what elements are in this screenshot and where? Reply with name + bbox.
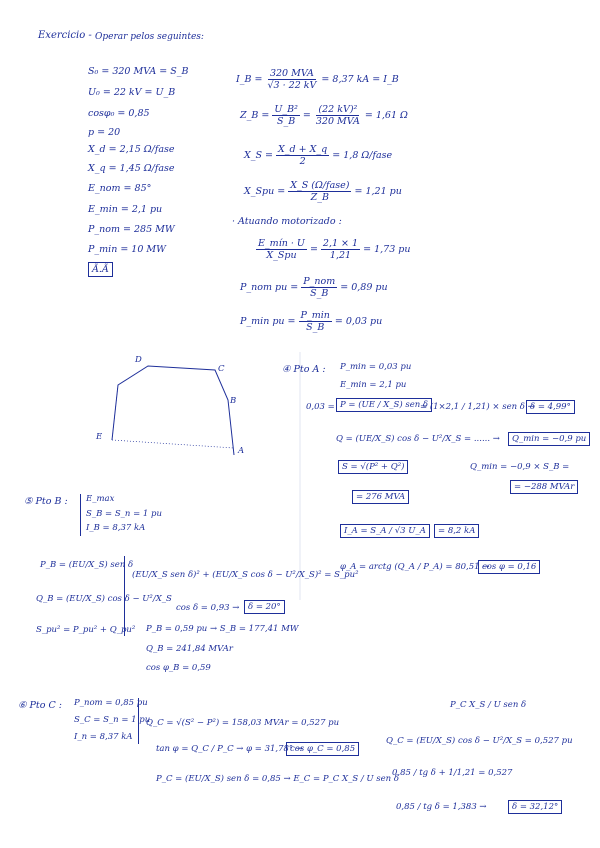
diagram-label-e: E [96,432,103,442]
given-p: p = 20 [88,127,121,138]
emin-den: X_Spu [266,250,297,261]
pto-b-system-brace [124,556,125,636]
pto-b-delta-result: δ = 20° [244,600,285,614]
pto-b-p-eq: P_B = (EU/X_S) sen δ [40,560,134,570]
pto-b-pb: P_B = 0,59 pu → S_B = 177,41 MW [146,624,299,634]
pto-c-side-1: Q_C = (EU/X_S) cos δ − U²/X_S = 0,527 pu [386,736,573,746]
given-xq: X_q = 1,45 Ω/fase [88,163,175,174]
given-xd: X_d = 2,15 Ω/fase [88,144,175,155]
pto-b-s-eq: S_pu² = P_pu² + Q_pu² [36,625,136,635]
zb-rhs: = 1,61 Ω [364,110,408,121]
pto-b-q-eq: Q_B = (EU/X_S) cos δ − U²/X_S [36,594,172,604]
pto-a-cosphi-result: cos φ = 0,16 [478,560,540,574]
pto-a-line-1: P_min = 0,03 pu [340,362,412,372]
pnom-den: S_B [310,288,329,299]
pto-b-line-3: I_B = 8,37 kA [86,523,146,533]
diagram-label-d: D [135,355,142,365]
pto-a-eq1-lhs: 0,03 = [306,402,335,412]
motor-label: · Atuando motorizado : [232,216,342,227]
pto-a-s-result: = 276 MVA [352,490,409,504]
pto-b-qb: Q_B = 241,84 MVAr [146,644,233,654]
pto-c-line-2: S_C = S_n = 1 pu [74,715,151,725]
pto-b-system-eq: (EU/X_S sen δ)² + (EU/X_S cos δ − U²/X_S)² = S_pu² [132,570,359,580]
emin-mid-den: 1,21 [329,250,352,261]
pto-a-eq5: I_A = S_A / √3 U_A [340,524,430,538]
pto-c-pc: P_C = (EU/X_S) sen δ = 0,85 → E_C = P_C X_S / U sen δ [156,774,399,784]
pmin-rhs: = 0,03 pu [334,316,383,327]
diagram-label-a: A [238,446,245,456]
pto-c-line-3: I_n = 8,37 kA [74,732,133,742]
zb-lhs: Z_B = [240,110,270,121]
pto-b-label: ⑤ Pto B : [24,496,68,507]
zb-mid-den: 320 MVA [315,116,360,127]
pto-a-eq1-box: P = (UE / X_S) sen δ [336,398,432,412]
given-u0: U₀ = 22 kV = U_B [88,87,176,98]
pto-a-qmin-mvar: = −288 MVAr [510,480,578,494]
diagram-label-b: B [230,396,237,406]
pto-a-eq2: Q = (UE/X_S) cos δ − U²/X_S = ...... → [336,434,500,444]
exercise-subtitle: Operar pelos seguintes: [95,32,204,42]
xs-rhs: = 1,8 Ω/fase [332,150,393,161]
pto-b-cos-line: cos δ = 0,93 → [176,603,240,613]
pto-b-brace [80,494,81,536]
pto-c-line-1: P_nom = 0,85 pu [74,698,148,708]
xs-lhs: X_S = [244,150,274,161]
xspu-lhs: X_Spu = [244,186,286,197]
zb-mid-num: (22 kV)² [318,104,358,115]
pto-c-label: ⑥ Pto C : [18,700,62,711]
exercise-title: Exercicio - [38,30,92,41]
pto-c-brace [138,698,139,744]
given-enom: E_nom = 85° [88,183,152,194]
pto-a-label: ④ Pto A : [282,364,326,375]
pto-a-eq1-mid: = (1×2,1 / 1,21) × sen δ → [420,402,535,412]
diagram-label-c: C [218,364,225,374]
given-pnom: P_nom = 285 MW [88,224,175,235]
pto-c-side-3: 0,85 / tg δ = 1,383 → [396,802,487,812]
ib-den: √3 · 22 kV [267,80,317,91]
emin-num: E_mín · U [258,238,305,249]
zb-den: S_B [276,116,296,127]
pto-c-side-2: 0,85 / tg δ + 1/1,21 = 0,527 [392,768,513,778]
zb-num: U_B² [274,104,298,115]
ib-num: 320 MVA [269,68,314,79]
pto-c-delta-result: δ = 32,12° [508,800,562,814]
pnom-rhs: = 0,89 pu [340,282,388,293]
xspu-rhs: = 1,21 pu [354,186,402,197]
pto-a-current-result: = 8,2 kA [434,524,479,538]
xspu-den: Z_B [310,192,330,203]
pto-a-eq3-res: Q_min = −0,9 × S_B = [470,462,570,472]
zb-calc: Z_B = $\frac{\text{U\_B²}}{S\_B}$ = $\frac{\text{(22 kV)²}}{\text{320 MVA}}$ = 1,61 Ω [240,104,408,127]
pto-a-eq3: S = √(P² + Q²) [338,460,408,474]
pmin-den: S_B [306,322,325,333]
pto-c-tan: tan φ = Q_C / P_C → φ = 31,78° → [156,744,304,754]
pto-c-qc: Q_C = √(S² − P²) = 158,03 MVAr = 0,527 pu [146,718,340,728]
ib-rhs: = 8,37 kA = I_B [321,74,399,85]
pto-b-cosb: cos φ_B = 0,59 [146,663,211,673]
pto-c-side-top: P_C X_S / U sen δ [450,700,527,710]
pto-a-delta-result: δ = 4,99° [526,400,575,414]
pmin-lhs: P_min pu = [240,316,296,327]
pmin-num: P_min [300,310,330,321]
emin-rhs: = 1,73 pu [363,244,411,255]
pto-c-cosphi-result: cos φ_C = 0,85 [286,742,359,756]
pto-b-line-2: S_B = S_n = 1 pu [86,509,162,519]
ib-lhs: I_B = [236,74,263,85]
xspu-num: X_S (Ω/fase) [290,180,350,191]
given-s0: S₀ = 320 MVA = S_B [88,66,189,77]
pto-a-line-2: E_min = 2,1 pu [340,380,407,390]
given-cosphi: cosφ₀ = 0,85 [88,108,150,119]
pnom-lhs: P_nom pu = [240,282,299,293]
emin-mid-num: 2,1 × 1 [322,238,359,249]
pto-a-qmin-result: Q_min = −0,9 pu [508,432,590,446]
pnom-num: P_nom [303,276,336,287]
given-emin: E_min = 2,1 pu [88,204,163,215]
pto-b-line-1: E_max [86,494,115,504]
xs-den: 2 [299,156,306,167]
given-boxed-mark: Ã.Ã [88,262,113,277]
emin-calc: $\frac{\text{E\_mín · U}}{\text{X\_Spu}}$ = $\frac{2,1 \times 1}{1,21}$ = 1,73 pu [258,238,411,261]
given-pmin: P_min = 10 MW [88,244,166,255]
xs-num: X_d + X_q [278,144,328,155]
pto-a-eq6: φ_A = arctg (Q_A / P_A) = 80,51 → [340,562,490,572]
